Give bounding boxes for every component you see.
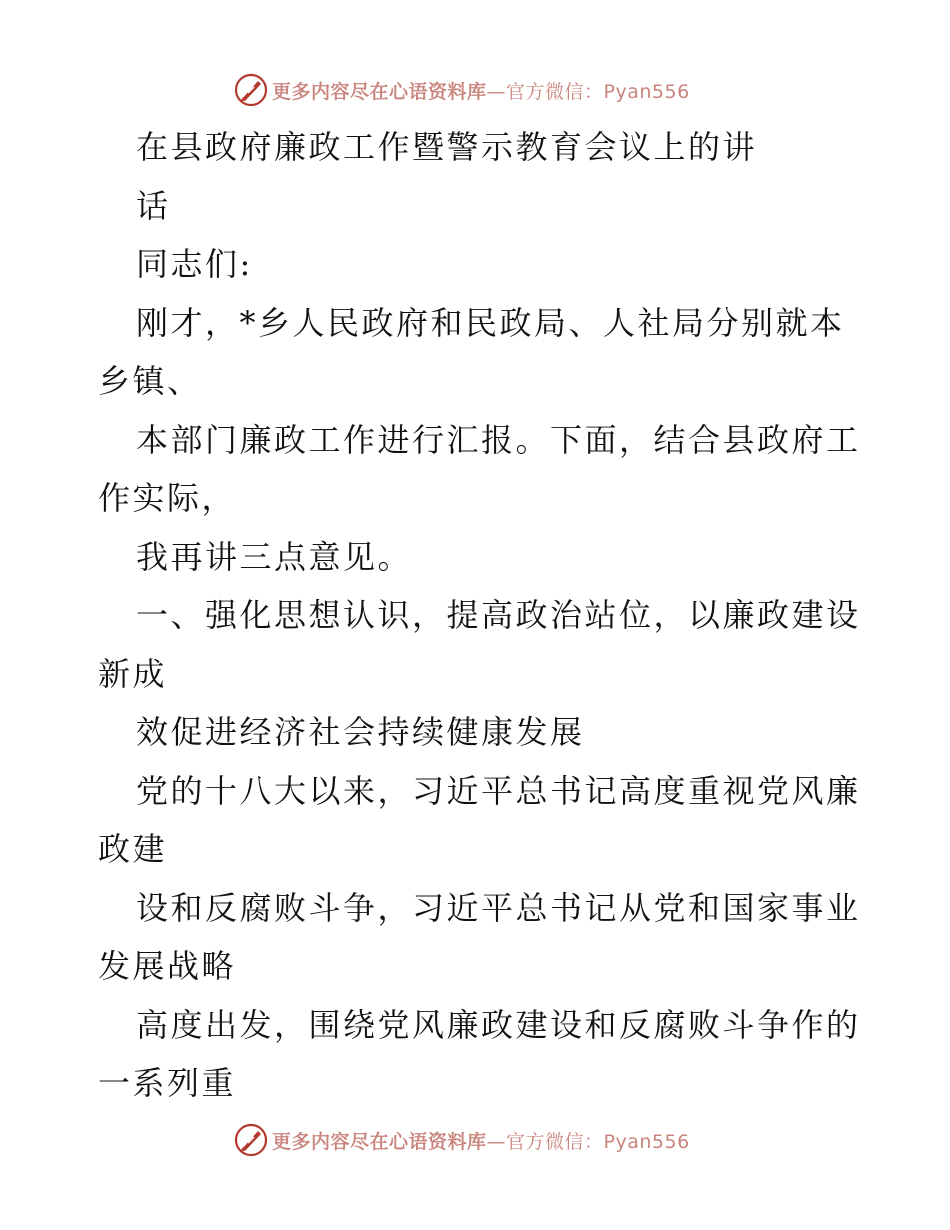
watermark-sub-text: —官方微信：Pyan556: [486, 1130, 690, 1153]
footer-watermark: [234, 1122, 690, 1158]
doc-line: 在县政府廉政工作暨警示教育会议上的讲: [136, 128, 758, 166]
document-body: [98, 118, 861, 1113]
doc-line: 新成: [98, 654, 168, 693]
doc-line: 乡镇、: [98, 362, 202, 400]
doc-line: 一、强化思想认识，提高政治站位，以廉政建设: [136, 596, 861, 634]
doc-line: 高度出发，围绕党风廉政建设和反腐败斗争作的: [136, 1005, 861, 1044]
doc-line: 发展战略: [98, 947, 237, 985]
doc-line: 党的十八大以来，习近平总书记高度重视党风廉: [136, 771, 861, 810]
doc-line: 我再讲三点意见。: [136, 537, 413, 576]
doc-line: 刚才，*乡人民政府和民政局、人社局分别就本: [136, 303, 845, 342]
header-watermark: [234, 72, 690, 108]
doc-line: 话: [136, 186, 171, 225]
watermark-main-text: 更多内容尽在心语资料库: [272, 1130, 487, 1153]
doc-line: 同志们:: [136, 245, 253, 283]
doc-line: 一系列重: [98, 1064, 237, 1102]
quill-pen-logo-icon: [234, 1123, 268, 1157]
doc-line: 设和反腐败斗争，习近平总书记从党和国家事业: [136, 888, 861, 927]
quill-pen-logo-icon: [234, 73, 268, 107]
doc-line: 作实际，: [98, 479, 237, 517]
watermark-main-text: 更多内容尽在心语资料库: [272, 80, 487, 103]
doc-line: 政建: [98, 830, 168, 868]
doc-line: 效促进经济社会持续健康发展: [136, 713, 585, 751]
doc-line: 本部门廉政工作进行汇报。下面，结合县政府工: [136, 420, 861, 459]
watermark-sub-text: —官方微信：Pyan556: [486, 80, 690, 103]
